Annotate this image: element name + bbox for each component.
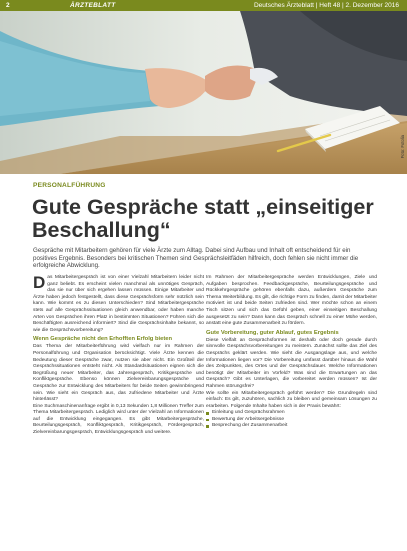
publication-logo: ÄRZTEBLATT <box>70 2 116 9</box>
section-label: PERSONALFÜHRUNG <box>33 182 106 189</box>
page-number: 2 <box>6 2 10 9</box>
issue-info: Deutsches Ärzteblatt | Heft 48 | 2. Dezember 2016 <box>253 2 399 9</box>
header-photo <box>0 11 407 174</box>
subheading: Wenn Gespräche nicht den Erhofften Erfolg bieten <box>33 336 173 343</box>
article-title: Gute Gespräche statt „einseitiger Beschallung“ <box>32 195 374 242</box>
subheading: Gute Vorbereitung, guter Ablauf, gutes Ergebnis <box>206 329 339 336</box>
bullet-list <box>206 410 377 430</box>
photo-credit: Foto: Fotolia <box>400 135 405 159</box>
article-column-left <box>33 275 204 437</box>
bullet-item: Einleitung und Gesprächsrahmen <box>206 410 377 417</box>
paragraph-text: as Mitarbeitergespräch ist von einer Vielzahl Mitarbeitern leider nicht ganz beliebt. Es erscheint vielen manchmal als unnötiges Gespräch, das sie nur über sich ergehen lassen müssen. Einige Mitarbeiter und Ärzte haben jedoch festgestellt, dass diese Gesprächsform sehr nützlich sein kann. Wie kommt es zu diesen Unterschieden? Sind Mitarbeitergespräche stets auf alle Gesprächssituationen gleich anwendbar, oder haben manche Arten von Gesprächen ihren Platz in bestimmten Situationen? Führen sich die Beschäftigten ausreichend informiert? Sind die Gesprächsinhalte bekannt, so wie die Gesprächsvorbereitung? <box>33 275 204 333</box>
paragraph: Diese Vielfalt an Gesprächsformen ist deshalb oder doch gerade durch sinnvolle Gesprächsvorbereitungen zu meistern. Zunächst sollte das Ziel des Gesprächs geklärt werden. Wie sieht die Ausgangslage aus, und welche Informationen liegen vor? Die Vorbereitung umfasst darüber hinaus die Wahl des Zeitpunktes, des Ortes und der Gesprächsdauer. Welche Informationen benötigt der Mitarbeiter im Vorfeld? Was sind die Erwartungen an das Gespräch? Gibt es Unterlagen, die vorbereitet werden müssen? Ist der Rahmen störungsfrei? <box>206 337 377 389</box>
handshake-photo <box>0 11 407 174</box>
header-bar <box>0 0 407 11</box>
bullet-item: Besprechung der Zusammenarbeit <box>206 423 377 430</box>
bullet-item: Bewertung der Arbeitsergebnisse <box>206 417 377 424</box>
article-lead: Gespräche mit Mitarbeitern gehören für viele Ärzte zum Alltag. Dabei sind Aufbau und Inhalt oft entscheidend für ein positives Ergebnis. Besonders bei kritischen Themen sind Gesprächsleitfäden hilfreich, doch fehlen sie nicht immer die erfolgreiche Abwicklung. <box>33 247 359 269</box>
paragraph: Im Rahmen der Mitarbeitergespräche werden Entwicklungen, Ziele und Aufgaben besprochen. Feedbackgespräche, Beurteilungsgespräche und Rückkehrgespräche gehören ebenfalls dazu, außerdem Gespräche zum Thema Weiterbildung. Es gilt, die richtige Form zu finden, damit der Mitarbeiter motiviert ist und beide Seiten zufrieden sind. Wer möchte schon an einem Tisch sitzen und sich das Gefühl geben, einer einseitigen Beschallung ausgesetzt zu sein? Dann kann das Gespräch schnell zu einer Mühe werden, anstatt eine gute Zusammenarbeit zu fördern. <box>206 275 377 327</box>
paragraph: Wie sollte ein Mitarbeitergespräch geführt werden? Die Grundregeln sind einfach: Es gilt, zuzuhören, sachlich zu bleiben und gemeinsam Lösungen zu erarbeiten. Folgende Inhalte haben sich in der Praxis bewährt: <box>206 390 377 409</box>
paragraph: Eine Suchmaschinenanfrage ergibt in 0,13 Sekunden 1,8 Millionen Treffer zum Thema Mitarbeitergespräch. Lediglich wird unter der Vielzahl an Informationen auf die Entwicklung eingegangen. Es gibt Mitarbeitergespräche, Beurteilungsgespräch, Konfliktgespräch, Kritikgespräch, Fördergespräch, Zielvereinbarungsgespräch, Entwicklungsgespräch und weitere. <box>33 403 204 436</box>
paragraph <box>33 275 204 334</box>
article-column-right <box>206 275 377 430</box>
dropcap: D <box>33 273 46 292</box>
paragraph: Das Thema der Mitarbeiterführung wird vielfach nur im Rahmen der Personalführung und Organisation berücksichtigt. Viele Ärzte kennen die Bedeutung dieser Gespräche zwar, nutzen sie aber nicht. Ein Großteil der Gesprächssituationen entsteht nicht. Als Standardsituationen eignen sich die Begrüßung neuer Mitarbeiter, das Jahresgespräch, Kritikgespräche und Konfliktgespräche. Ebenso können Zielvereinbarungsgespräche und Gespräche zur Entwicklung des Mitarbeiters für beide Seiten gewinnbringend sein. Wie sieht ein Gespräch aus, das zufriedene Mitarbeiter und Ärzte hinterlässt? <box>33 344 204 403</box>
